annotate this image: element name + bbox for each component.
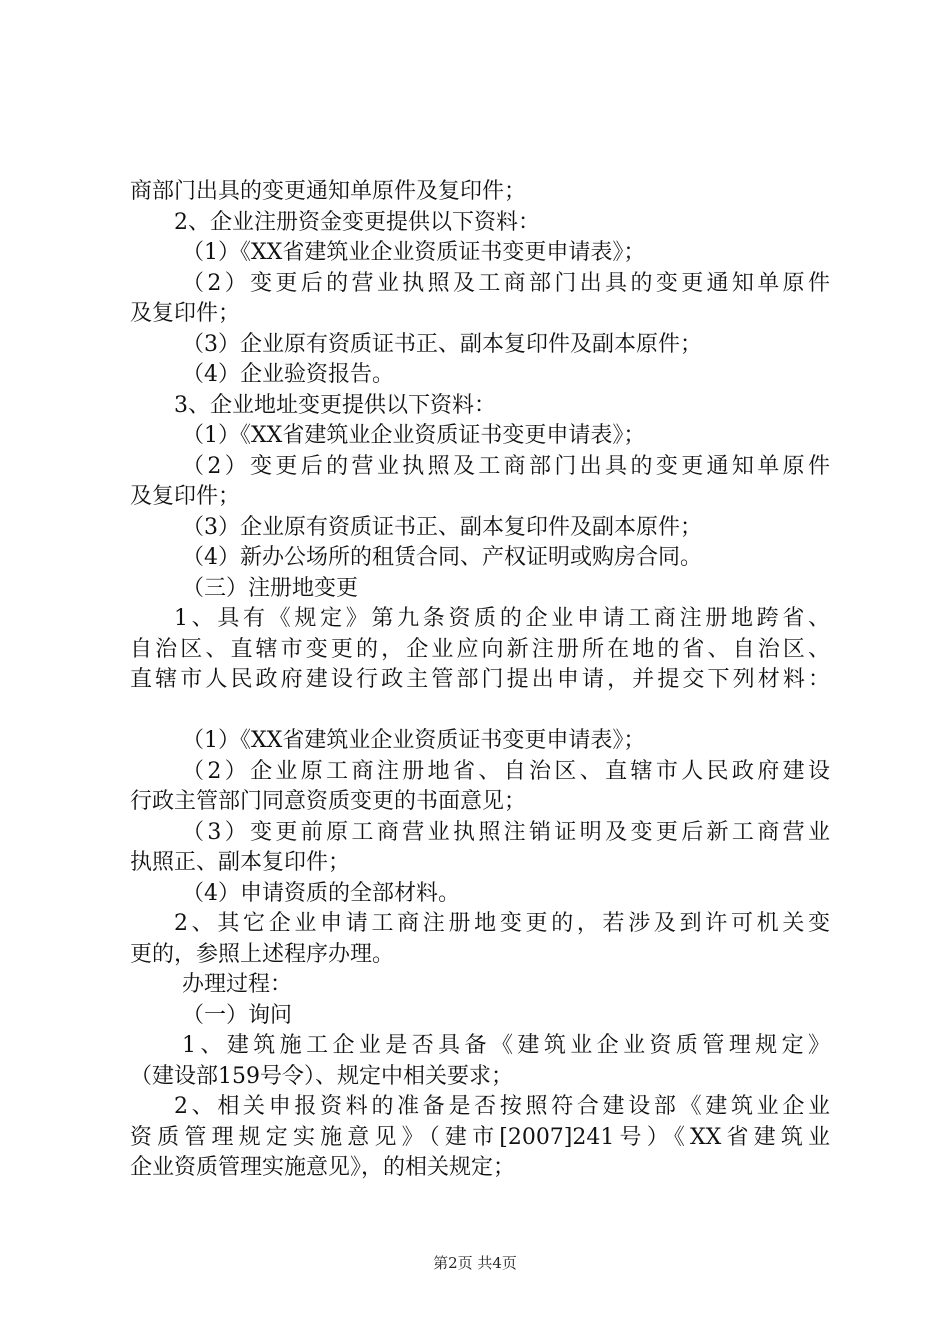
text-line: 办理过程： bbox=[182, 972, 293, 997]
text-line: （1）《XX省建筑业企业资质证书变更申请表》； bbox=[182, 240, 646, 265]
text-line: （3）企业原有资质证书正、副本复印件及副本原件； bbox=[182, 331, 702, 357]
text-line: 执照正、副本复印件； bbox=[130, 850, 351, 875]
text-line: 1、具有《规定》第九条资质的企业申请工商注册地跨省、 bbox=[174, 606, 830, 631]
text-line: （2）变更后的营业执照及工商部门出具的变更通知单原件 bbox=[182, 270, 830, 296]
text-line: （2）变更后的营业执照及工商部门出具的变更通知单原件 bbox=[182, 453, 830, 479]
text-line: 2、其它企业申请工商注册地变更的，若涉及到许可机关变 bbox=[174, 911, 830, 936]
text-line: 企业资质管理实施意见》，的相关规定； bbox=[130, 1155, 516, 1180]
text-line: （3）变更前原工商营业执照注销证明及变更后新工商营业 bbox=[182, 819, 830, 845]
text-line: （1）《XX省建筑业企业资质证书变更申请表》； bbox=[182, 423, 646, 448]
text-line: 商部门出具的变更通知单原件及复印件； bbox=[130, 179, 527, 204]
text-line: （4）企业验资报告。 bbox=[182, 362, 394, 387]
text-line: 行政主管部门同意资质变更的书面意见； bbox=[130, 789, 527, 814]
text-line: 自治区、直辖市变更的，企业应向新注册所在地的省、自治区、 bbox=[130, 636, 830, 662]
blank-line bbox=[130, 696, 830, 727]
text-line: （4）新办公场所的租赁合同、产权证明或购房合同。 bbox=[182, 545, 702, 570]
text-line: （2）企业原工商注册地省、自治区、直辖市人民政府建设 bbox=[182, 758, 830, 784]
text-line: （4）申请资质的全部材料。 bbox=[182, 880, 460, 906]
text-line: 及复印件； bbox=[130, 484, 241, 509]
text-line: 更的，参照上述程序办理。 bbox=[130, 941, 395, 967]
page-footer: 第2页 共4页 bbox=[433, 1254, 517, 1272]
text-line: 资质管理规定实施意见》（建市[2007]241号）《XX省建筑业 bbox=[130, 1124, 830, 1150]
text-line: （1）《XX省建筑业企业资质证书变更申请表》； bbox=[182, 728, 646, 753]
text-line: （建设部159号令）、规定中相关要求； bbox=[130, 1063, 513, 1089]
text-line: 直辖市人民政府建设行政主管部门提出申请，并提交下列材料： bbox=[130, 667, 830, 692]
text-line: 2、相关申报资料的准备是否按照符合建设部《建筑业企业 bbox=[174, 1094, 830, 1119]
text-line: 1、建筑施工企业是否具备《建筑业企业资质管理规定》 bbox=[182, 1033, 830, 1058]
text-line: （三）注册地变更 bbox=[182, 575, 359, 601]
document-body bbox=[130, 177, 830, 1184]
text-line: 及复印件； bbox=[130, 301, 241, 326]
text-line: （3）企业原有资质证书正、副本复印件及副本原件； bbox=[182, 514, 702, 540]
text-line: （一）询问 bbox=[182, 1002, 293, 1028]
text-line: 2、企业注册资金变更提供以下资料： bbox=[174, 209, 540, 235]
text-line: 3、企业地址变更提供以下资料： bbox=[174, 392, 496, 418]
